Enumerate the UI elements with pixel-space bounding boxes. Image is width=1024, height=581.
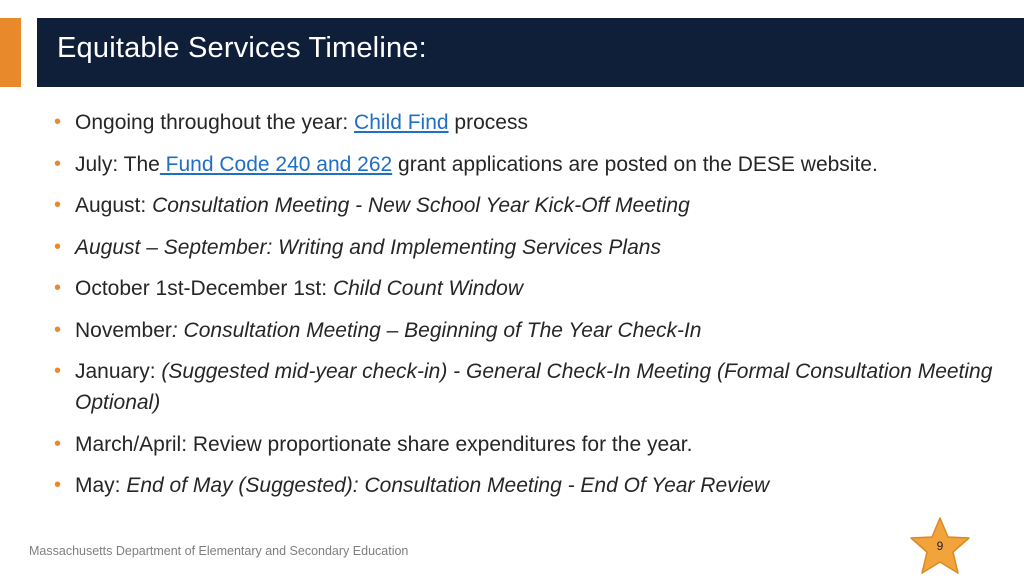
- bullet-icon: •: [54, 194, 62, 216]
- bullet-text: grant applications are posted on the DESE website.: [392, 152, 878, 176]
- fund-code-link[interactable]: Fund Code 240 and 262: [159, 152, 393, 176]
- list-item-november: [54, 315, 1004, 346]
- bullet-text: November: [75, 318, 172, 342]
- bullet-icon: •: [54, 474, 62, 496]
- title-band: [37, 18, 1024, 87]
- bullet-text: process: [448, 111, 528, 134]
- bullet-text: July: The: [75, 152, 160, 176]
- bullet-text: January:: [75, 360, 162, 383]
- page-number-badge: [908, 516, 972, 576]
- bullet-text: Ongoing throughout the year:: [75, 111, 355, 134]
- footer-organization: Massachusetts Department of Elementary and Secondary Education: [29, 544, 409, 558]
- bullet-italic-text: End of May (Suggested): Consultation Meeting - End Of Year Review: [126, 474, 770, 497]
- bullet-italic-text: Child Count Window: [332, 277, 524, 300]
- page-number: 9: [936, 539, 944, 553]
- bullet-italic-text: : Consultation Meeting – Beginning of The Year Check-In: [171, 318, 702, 342]
- bullet-text: October 1st-December 1st:: [75, 277, 333, 300]
- list-item-may: [54, 470, 1004, 501]
- list-item-october: [54, 273, 1004, 304]
- list-item-august-september: [54, 232, 1004, 263]
- bullet-italic-text: August – September: Writing and Implementing Services Plans: [75, 235, 661, 259]
- bullet-icon: •: [54, 432, 62, 455]
- bullet-icon: •: [54, 277, 62, 299]
- list-item-march-april: [54, 429, 1004, 460]
- list-item-august: [54, 190, 1004, 221]
- bullet-italic-text: (Suggested mid-year check-in) - General Check-In Meeting (Formal Consultation Meeting Optional): [75, 360, 993, 414]
- timeline-list: [54, 107, 1004, 512]
- slide-title: Equitable Services Timeline:: [57, 32, 427, 64]
- bullet-text: May:: [75, 474, 127, 497]
- bullet-italic-text: Consultation Meeting - New School Year Kick-Off Meeting: [152, 194, 690, 217]
- list-item-july: [54, 149, 1004, 180]
- bullet-icon: •: [54, 111, 62, 133]
- list-item-january: [54, 356, 1004, 418]
- child-find-link[interactable]: Child Find: [354, 111, 449, 134]
- bullet-text: August:: [75, 194, 153, 217]
- accent-bar: [0, 18, 21, 87]
- list-item-child-find: [54, 107, 1004, 138]
- bullet-icon: •: [54, 152, 62, 175]
- bullet-icon: •: [54, 235, 62, 258]
- bullet-icon: •: [54, 318, 62, 341]
- bullet-text: March/April: Review proportionate share expenditures for the year.: [75, 432, 693, 456]
- bullet-icon: •: [54, 360, 62, 382]
